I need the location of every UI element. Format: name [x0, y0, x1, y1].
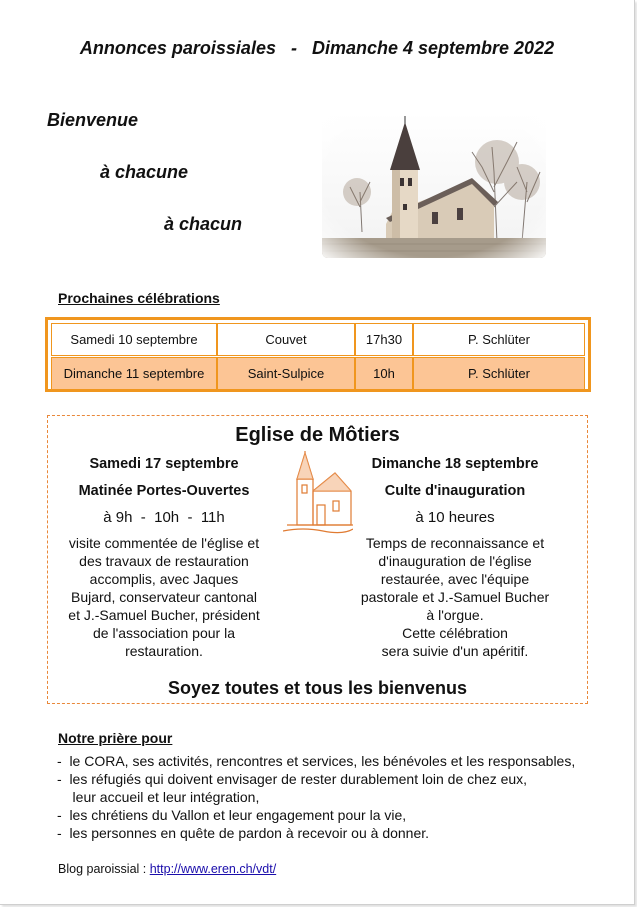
- celebration-officiant: P. Schlüter: [413, 323, 585, 356]
- welcome-line-3: à chacun: [164, 214, 243, 234]
- list-item: - les personnes en quête de pardon à recevoir ou à donner.: [57, 825, 430, 841]
- celebration-place: Saint-Sulpice: [217, 357, 355, 390]
- list-item: - les réfugiés qui doivent envisager de rester durablement loin de chez eux,: [57, 771, 528, 787]
- list-item: - les chrétiens du Vallon et leur engagement pour la vie,: [57, 807, 407, 823]
- welcome-line-2: à chacune: [100, 162, 189, 182]
- saturday-description: visite commentée de l'église et des travaux de restauration accomplis, avec Jaques Bujard, conservateur cantonal et J.-Samuel Bucher, président de l'association pour la restauration.: [68, 535, 260, 659]
- celebration-time: 17h30: [355, 323, 413, 356]
- celebration-officiant: P. Schlüter: [413, 357, 585, 390]
- saturday-column: [48, 456, 280, 660]
- sunday-event: Culte d'inauguration: [384, 483, 526, 499]
- blog-label: Blog paroissial :: [58, 862, 150, 876]
- blog-link[interactable]: http://www.eren.ch/vdt/: [149, 862, 277, 876]
- saturday-event: Matinée Portes-Ouvertes: [78, 483, 250, 499]
- celebrations-table: [45, 317, 591, 392]
- motiers-announcement-box: [47, 415, 588, 704]
- church-sketch-icon: [283, 451, 353, 536]
- celebration-time: 10h: [355, 357, 413, 390]
- list-item: - le CORA, ses activités, rencontres et services, les bénévoles et les responsables,: [57, 753, 576, 769]
- welcome-line-1: Bienvenue: [47, 110, 139, 130]
- sunday-description: Temps de reconnaissance et d'inauguration de l'église restaurée, avec l'équipe pastorale et J.-Samuel Bucher à l'orgue. Cette célébration sera suivie d'un apéritif.: [360, 535, 550, 659]
- table-row: [51, 357, 585, 390]
- prayer-list: [57, 752, 575, 842]
- celebration-date: Samedi 10 septembre: [51, 323, 217, 356]
- prayer-heading: Notre prière pour: [58, 730, 173, 746]
- saturday-time: à 9h - 10h - 11h: [103, 509, 225, 526]
- table-row: [51, 323, 585, 356]
- list-item: leur accueil et leur intégration,: [57, 789, 260, 805]
- sunday-column: [348, 456, 562, 660]
- page-title: Annonces paroissiales - Dimanche 4 septembre 2022: [79, 38, 555, 58]
- blog-line: [58, 862, 276, 876]
- motiers-title: Eglise de Môtiers: [235, 424, 400, 446]
- celebration-date: Dimanche 11 septembre: [51, 357, 217, 390]
- celebration-place: Couvet: [217, 323, 355, 356]
- welcome-all-banner: Soyez toutes et tous les bienvenus: [167, 678, 468, 698]
- saturday-day: Samedi 17 septembre: [89, 456, 239, 472]
- sunday-time: à 10 heures: [415, 509, 495, 526]
- celebrations-heading: Prochaines célébrations: [58, 290, 220, 306]
- church-photo: [322, 112, 546, 258]
- sunday-day: Dimanche 18 septembre: [371, 456, 539, 472]
